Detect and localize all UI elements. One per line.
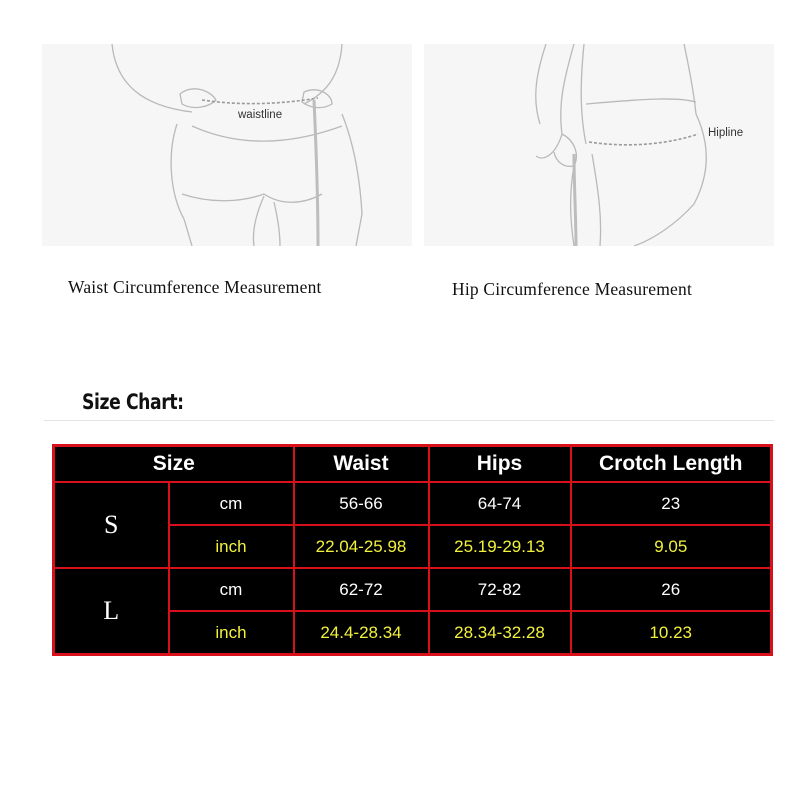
title-divider — [44, 420, 774, 421]
size-chart-title: Size Chart: — [82, 390, 184, 414]
unit-cell: cm — [169, 568, 294, 611]
header-crotch-length: Crotch Length — [571, 446, 772, 483]
waist-measurement-caption: Waist Circumference Measurement — [68, 277, 322, 297]
hip-measurement-caption: Hip Circumference Measurement — [452, 279, 693, 299]
waist-cell: 24.4-28.34 — [294, 611, 429, 655]
size-s-name: S — [54, 482, 169, 568]
crotch-cell: 23 — [571, 482, 772, 525]
waist-figure-drawing — [42, 44, 412, 246]
waistline-label: waistline — [238, 109, 283, 121]
hips-cell: 64-74 — [429, 482, 571, 525]
table-row — [54, 568, 772, 611]
crotch-cell: 9.05 — [571, 525, 772, 568]
header-hips: Hips — [429, 446, 571, 483]
hip-measurement-illustration — [424, 44, 774, 246]
unit-cell: inch — [169, 611, 294, 655]
waist-cell: 62-72 — [294, 568, 429, 611]
hips-cell: 28.34-32.28 — [429, 611, 571, 655]
hipline-label: Hipline — [708, 127, 744, 139]
table-row — [54, 482, 772, 525]
unit-cell: inch — [169, 525, 294, 568]
waist-measurement-illustration — [42, 44, 412, 246]
hip-figure-drawing — [424, 44, 774, 246]
waist-cell: 56-66 — [294, 482, 429, 525]
waist-cell: 22.04-25.98 — [294, 525, 429, 568]
header-waist: Waist — [294, 446, 429, 483]
crotch-cell: 10.23 — [571, 611, 772, 655]
size-chart-table — [52, 444, 773, 656]
table-header-row — [54, 446, 772, 483]
hips-cell: 72-82 — [429, 568, 571, 611]
hips-cell: 25.19-29.13 — [429, 525, 571, 568]
unit-cell: cm — [169, 482, 294, 525]
size-l-name: L — [54, 568, 169, 655]
header-size: Size — [54, 446, 294, 483]
crotch-cell: 26 — [571, 568, 772, 611]
